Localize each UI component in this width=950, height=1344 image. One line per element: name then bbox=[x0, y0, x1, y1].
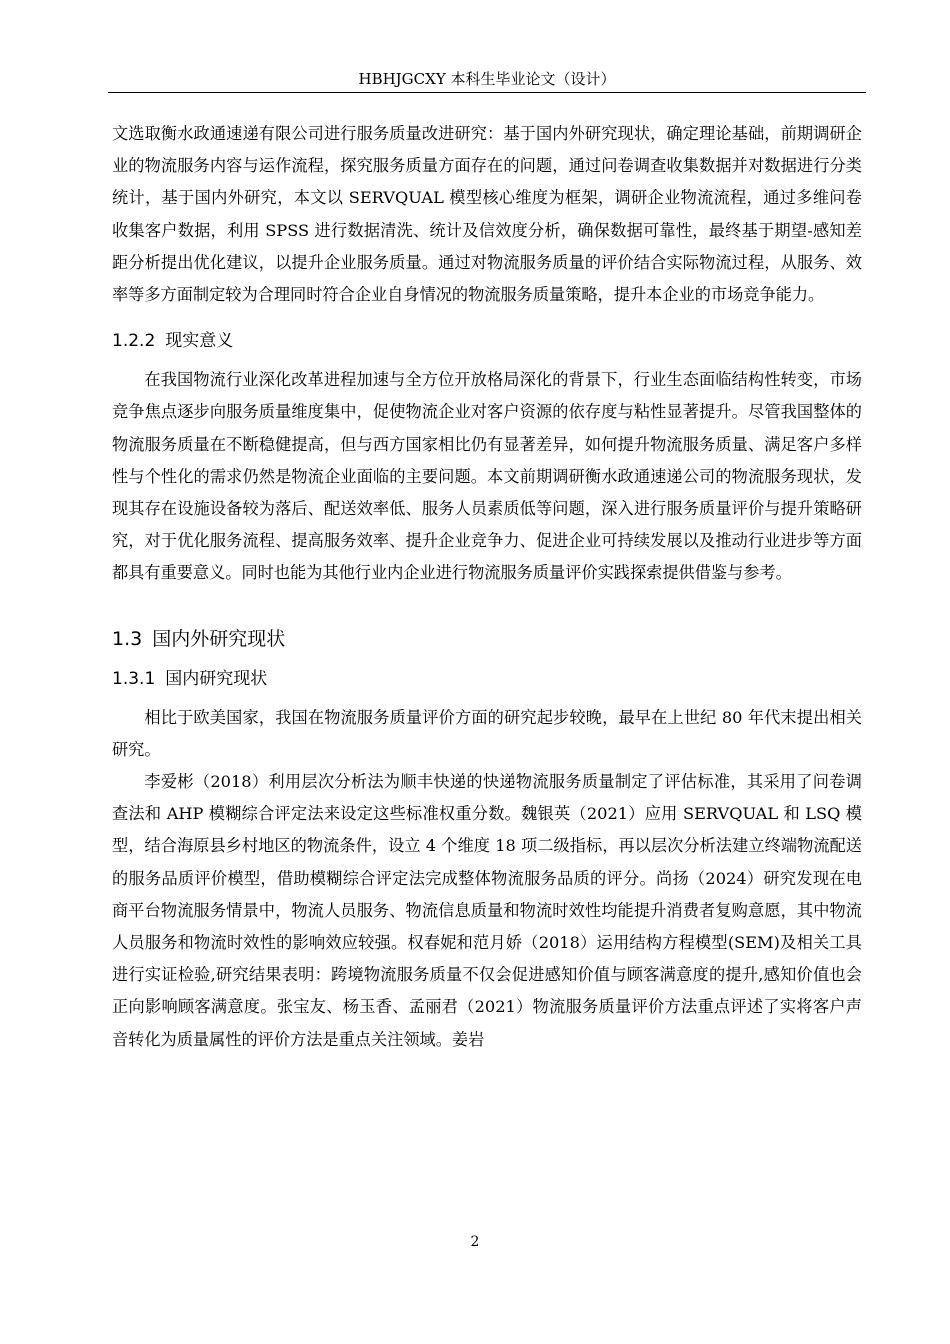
section-number: 1.3.1 bbox=[112, 668, 156, 689]
section-number: 1.3 bbox=[112, 627, 143, 650]
paragraph-domestic-intro: 相比于欧美国家，我国在物流服务质量评价方面的研究起步较晚，最早在上世纪 80 年代末提出相关研究。 bbox=[112, 707, 862, 759]
section-heading-1-3 bbox=[112, 624, 862, 654]
paragraph-continuation: 文选取衡水政通速递有限公司进行服务质量改进研究：基于国内外研究现状，确定理论基础，前期调研企业的物流服务内容与运作流程，探究服务质量方面存在的问题，通过问卷调查收集数据并对数据进行分类统计，基于国内外研究，本文以 SERVQUAL 模型核心维度为框架，调研企业物流流程，通过多维问卷收集客户数据，利用 SPSS 进行数据清洗、统计及信效度分析，确保数据可靠性，最终基于期望-感知差距分析提出优化建议，以提升企业服务质量。通过对物流服务质量的评价结合实际物流过程，从服务、效率等多方面制定较为合理同时符合企业自身情况的物流服务质量策略，提升本企业的市场竞争能力。 bbox=[112, 124, 862, 305]
section-number: 1.2.2 bbox=[112, 331, 156, 352]
paragraph-practical-significance: 在我国物流行业深化改革进程加速与全方位开放格局深化的背景下，行业生态面临结构性转变，市场竞争焦点逐步向服务质量维度集中，促使物流企业对客户资源的依存度与粘性显著提升。尽管我国整体的物流服务质量在不断稳健提高，但与西方国家相比仍有显著差异，如何提升物流服务质量、满足客户多样性与个性化的需求仍然是物流企业面临的主要问题。本文前期调研衡水政通速递公司的物流服务现状，发现其存在设施设备较为落后、配送效率低、服务人员素质低等问题，深入进行服务质量评价与提升策略研究，对于优化服务流程、提高服务效率、提升企业竞争力、促进企业可持续发展以及推动行业进步等方面都具有重要意义。同时也能为其他行业内企业进行物流服务质量评价实践探索提供借鉴与参考。 bbox=[112, 370, 862, 583]
section-title: 国内研究现状 bbox=[165, 668, 268, 689]
section-heading-1-3-1 bbox=[112, 664, 862, 694]
section-title: 国内外研究现状 bbox=[152, 627, 286, 650]
page-header bbox=[108, 66, 866, 93]
header-title: HBHJGCXY 本科生毕业论文（设计） bbox=[358, 70, 616, 88]
page-number: 2 bbox=[470, 1234, 480, 1250]
section-title: 现实意义 bbox=[165, 331, 234, 352]
page-body bbox=[112, 118, 862, 1056]
section-heading-1-2-2 bbox=[112, 326, 862, 356]
paragraph-domestic-review: 李爱彬（2018）利用层次分析法为顺丰快递的快递物流服务质量制定了评估标准，其采用了问卷调查法和 AHP 模糊综合评定法来设定这些标准权重分数。魏银英（2021）应用 SERVQUAL 和 LSQ 模型，结合海原县乡村地区的物流条件，设立 4 个维度 18 项二级指标，再以层次分析法建立终端物流配送的服务品质评价模型，借助模糊综合评定法完成整体物流服务品质的评分。尚扬（2024）研究发现在电商平台物流服务情景中，物流人员服务、物流信息质量和物流时效性均能提升消费者复购意愿，其中物流人员服务和物流时效性的影响效应较强。权春妮和范月娇（2018）运用结构方程模型(SEM)及相关工具进行实证检验,研究结果表明：跨境物流服务质量不仅会促进感知价值与顾客满意度的提升,感知价值也会正向影响顾客满意度。张宝友、杨玉香、孟丽君（2021）物流服务质量评价方法重点评述了实将客户声音转化为质量属性的评价方法是重点关注领域。姜岩 bbox=[112, 772, 862, 1049]
